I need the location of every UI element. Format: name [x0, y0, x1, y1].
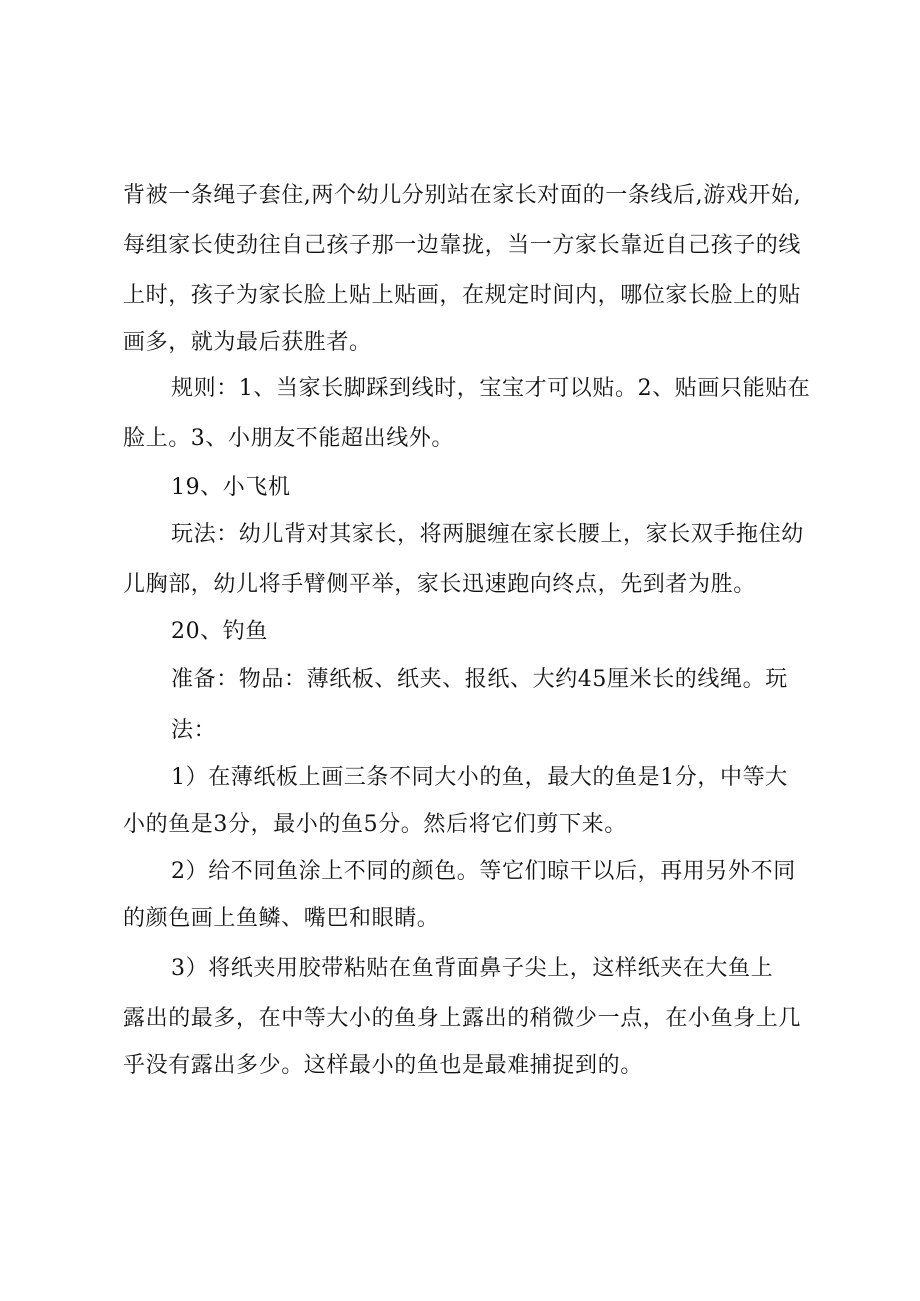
text-line: 玩法：幼儿背对其家长，将两腿缠在家长腰上，家长双手拖住幼 [171, 522, 804, 547]
text-line: 脸上。3、小朋友不能超出线外。 [123, 426, 454, 451]
text-line: 小的鱼是3分，最小的鱼5分。然后将它们剪下来。 [123, 812, 627, 837]
text-line: 规则：1、当家长脚踩到线时，宝宝才可以贴。2、贴画只能贴在 [171, 376, 811, 401]
section-heading: 20、钓鱼 [171, 619, 268, 644]
text-line: 3）将纸夹用胶带粘贴在鱼背面鼻子尖上，这样纸夹在大鱼上 [171, 956, 774, 981]
text-line: 的颜色画上鱼鳞、嘴巴和眼睛。 [123, 906, 440, 931]
text-line: 每组家长使劲往自己孩子那一边靠拢，当一方家长靠近自己孩子的线 [123, 233, 802, 258]
text-line: 1）在薄纸板上画三条不同大小的鱼，最大的鱼是1分，中等大 [171, 765, 788, 790]
text-line: 2）给不同鱼涂上不同的颜色。等它们晾干以后，再用另外不同 [171, 859, 796, 884]
text-line: 背被一条绳子套住,两个幼儿分别站在家长对面的一条线后,游戏开始, [123, 183, 802, 208]
text-line: 儿胸部，幼儿将手臂侧平举，家长迅速跑向终点，先到者为胜。 [123, 572, 756, 597]
text-line: 上时，孩子为家长脸上贴上贴画，在规定时间内，哪位家长脸上的贴 [123, 283, 802, 308]
text-line: 乎没有露出多少。这样最小的鱼也是最难捕捉到的。 [123, 1053, 643, 1078]
text-line: 法： [171, 718, 217, 743]
section-heading: 19、小飞机 [171, 475, 291, 500]
text-line: 露出的最多，在中等大小的鱼身上露出的稍微少一点，在小鱼身上几 [123, 1006, 802, 1031]
text-line: 画多，就为最后获胜者。 [123, 330, 372, 355]
text-line: 准备：物品：薄纸板、纸夹、报纸、大约45厘米长的线绳。玩 [171, 667, 788, 692]
